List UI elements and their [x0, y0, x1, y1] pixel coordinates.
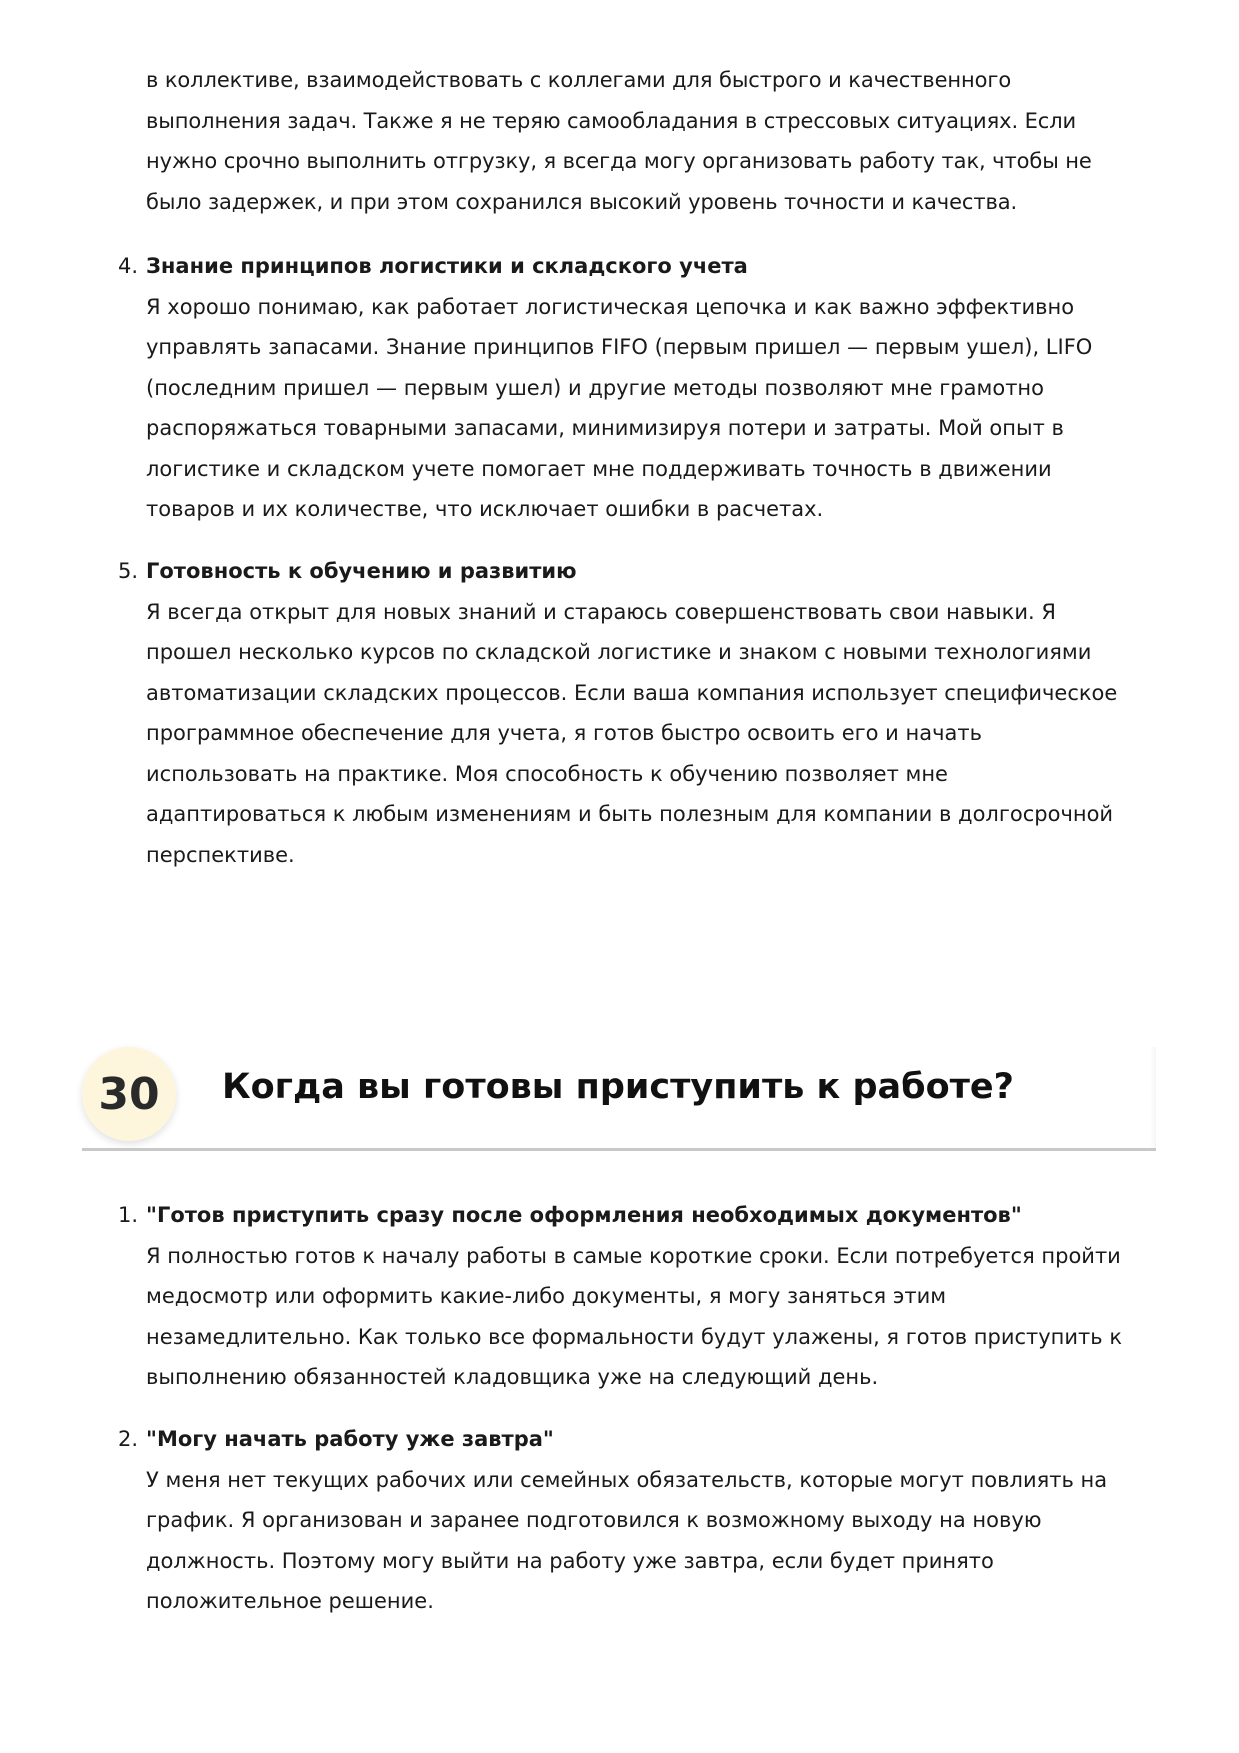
- body-line: Я хорошо понимаю, как работает логистическая цепочка и как важно эффективно: [146, 294, 1075, 319]
- body-line: использовать на практике. Моя способность к обучению позволяет мне: [146, 761, 948, 786]
- answer-body: [146, 1460, 1166, 1622]
- header-edge-shadow: [1150, 1047, 1156, 1148]
- body-line: график. Я организован и заранее подготовился к возможному выходу на новую: [146, 1508, 1042, 1532]
- list-item-title: Готовность к обучению и развитию: [146, 559, 577, 583]
- body-line: логистике и складском учете помогает мне поддерживать точность в движении: [146, 456, 1052, 481]
- body-line: прошел несколько курсов по складской логистике и знаком с новыми технологиями: [146, 640, 1092, 664]
- body-line: должность. Поэтому могу выйти на работу уже завтра, если будет принято: [146, 1548, 994, 1573]
- section-number-badge: 30: [82, 1047, 176, 1141]
- body-line: Я всегда открыт для новых знаний и стараюсь совершенствовать свои навыки. Я: [146, 599, 1056, 624]
- list-number: 1.: [118, 1203, 139, 1227]
- body-line: медосмотр или оформить какие-либо документы, я могу заняться этим: [146, 1284, 947, 1308]
- list-content: [146, 551, 1166, 875]
- body-line: выполнению обязанностей кладовщика уже на следующий день.: [146, 1365, 879, 1389]
- answer-title: "Готов приступить сразу после оформления необходимых документов": [146, 1203, 1022, 1227]
- list-number: 5.: [118, 559, 139, 583]
- body-line: положительное решение.: [146, 1589, 434, 1613]
- paragraph-line: в коллективе, взаимодействовать с коллегами для быстрого и качественного: [146, 68, 1012, 92]
- body-line: адаптироваться к любым изменениям и быть полезным для компании в долгосрочной: [146, 802, 1114, 826]
- body-line: У меня нет текущих рабочих или семейных обязательств, которые могут повлиять на: [146, 1467, 1108, 1492]
- answer-title: "Могу начать работу уже завтра": [146, 1427, 554, 1451]
- answer-body: [146, 1236, 1166, 1398]
- paragraph-line: нужно срочно выполнить отгрузку, я всегда могу организовать работу так, чтобы не: [146, 149, 1092, 173]
- paragraph-line: выполнения задач. Также я не теряю самообладания в стрессовых ситуациях. Если: [146, 108, 1077, 133]
- list-content: [146, 246, 1166, 530]
- body-line: управлять запасами. Знание принципов FIFO (первым пришел — первым ушел), LIFO: [146, 335, 1093, 359]
- list-item-title: Знание принципов логистики и складского учета: [146, 254, 748, 278]
- body-line: программное обеспечение для учета, я готов быстро освоить его и начать: [146, 721, 982, 745]
- list-number: 4.: [118, 254, 139, 278]
- list-content: [146, 1195, 1166, 1398]
- body-line: автоматизации складских процессов. Если ваша компания использует специфическое: [146, 680, 1118, 705]
- body-line: товаров и их количестве, что исключает ошибки в расчетах.: [146, 497, 824, 521]
- list-item-body: [146, 287, 1166, 530]
- body-line: незамедлительно. Как только все формальности будут улажены, я готов приступить к: [146, 1324, 1123, 1349]
- body-line: распоряжаться товарными запасами, минимизируя потери и затраты. Мой опыт в: [146, 416, 1064, 440]
- section-header: [82, 1047, 1156, 1155]
- section-divider: [82, 1148, 1156, 1151]
- paragraph-line: было задержек, и при этом сохранился высокий уровень точности и качества.: [146, 189, 1018, 214]
- body-line: перспективе.: [146, 842, 295, 867]
- continued-paragraph: [146, 60, 1166, 222]
- body-line: (последним пришел — первым ушел) и другие методы позволяют мне грамотно: [146, 375, 1045, 400]
- section-title: Когда вы готовы приступить к работе?: [222, 1067, 1014, 1107]
- body-line: Я полностью готов к началу работы в самые короткие сроки. Если потребуется пройти: [146, 1243, 1121, 1268]
- list-number: 2.: [118, 1427, 139, 1451]
- list-content: [146, 1419, 1166, 1622]
- list-item-body: [146, 592, 1166, 876]
